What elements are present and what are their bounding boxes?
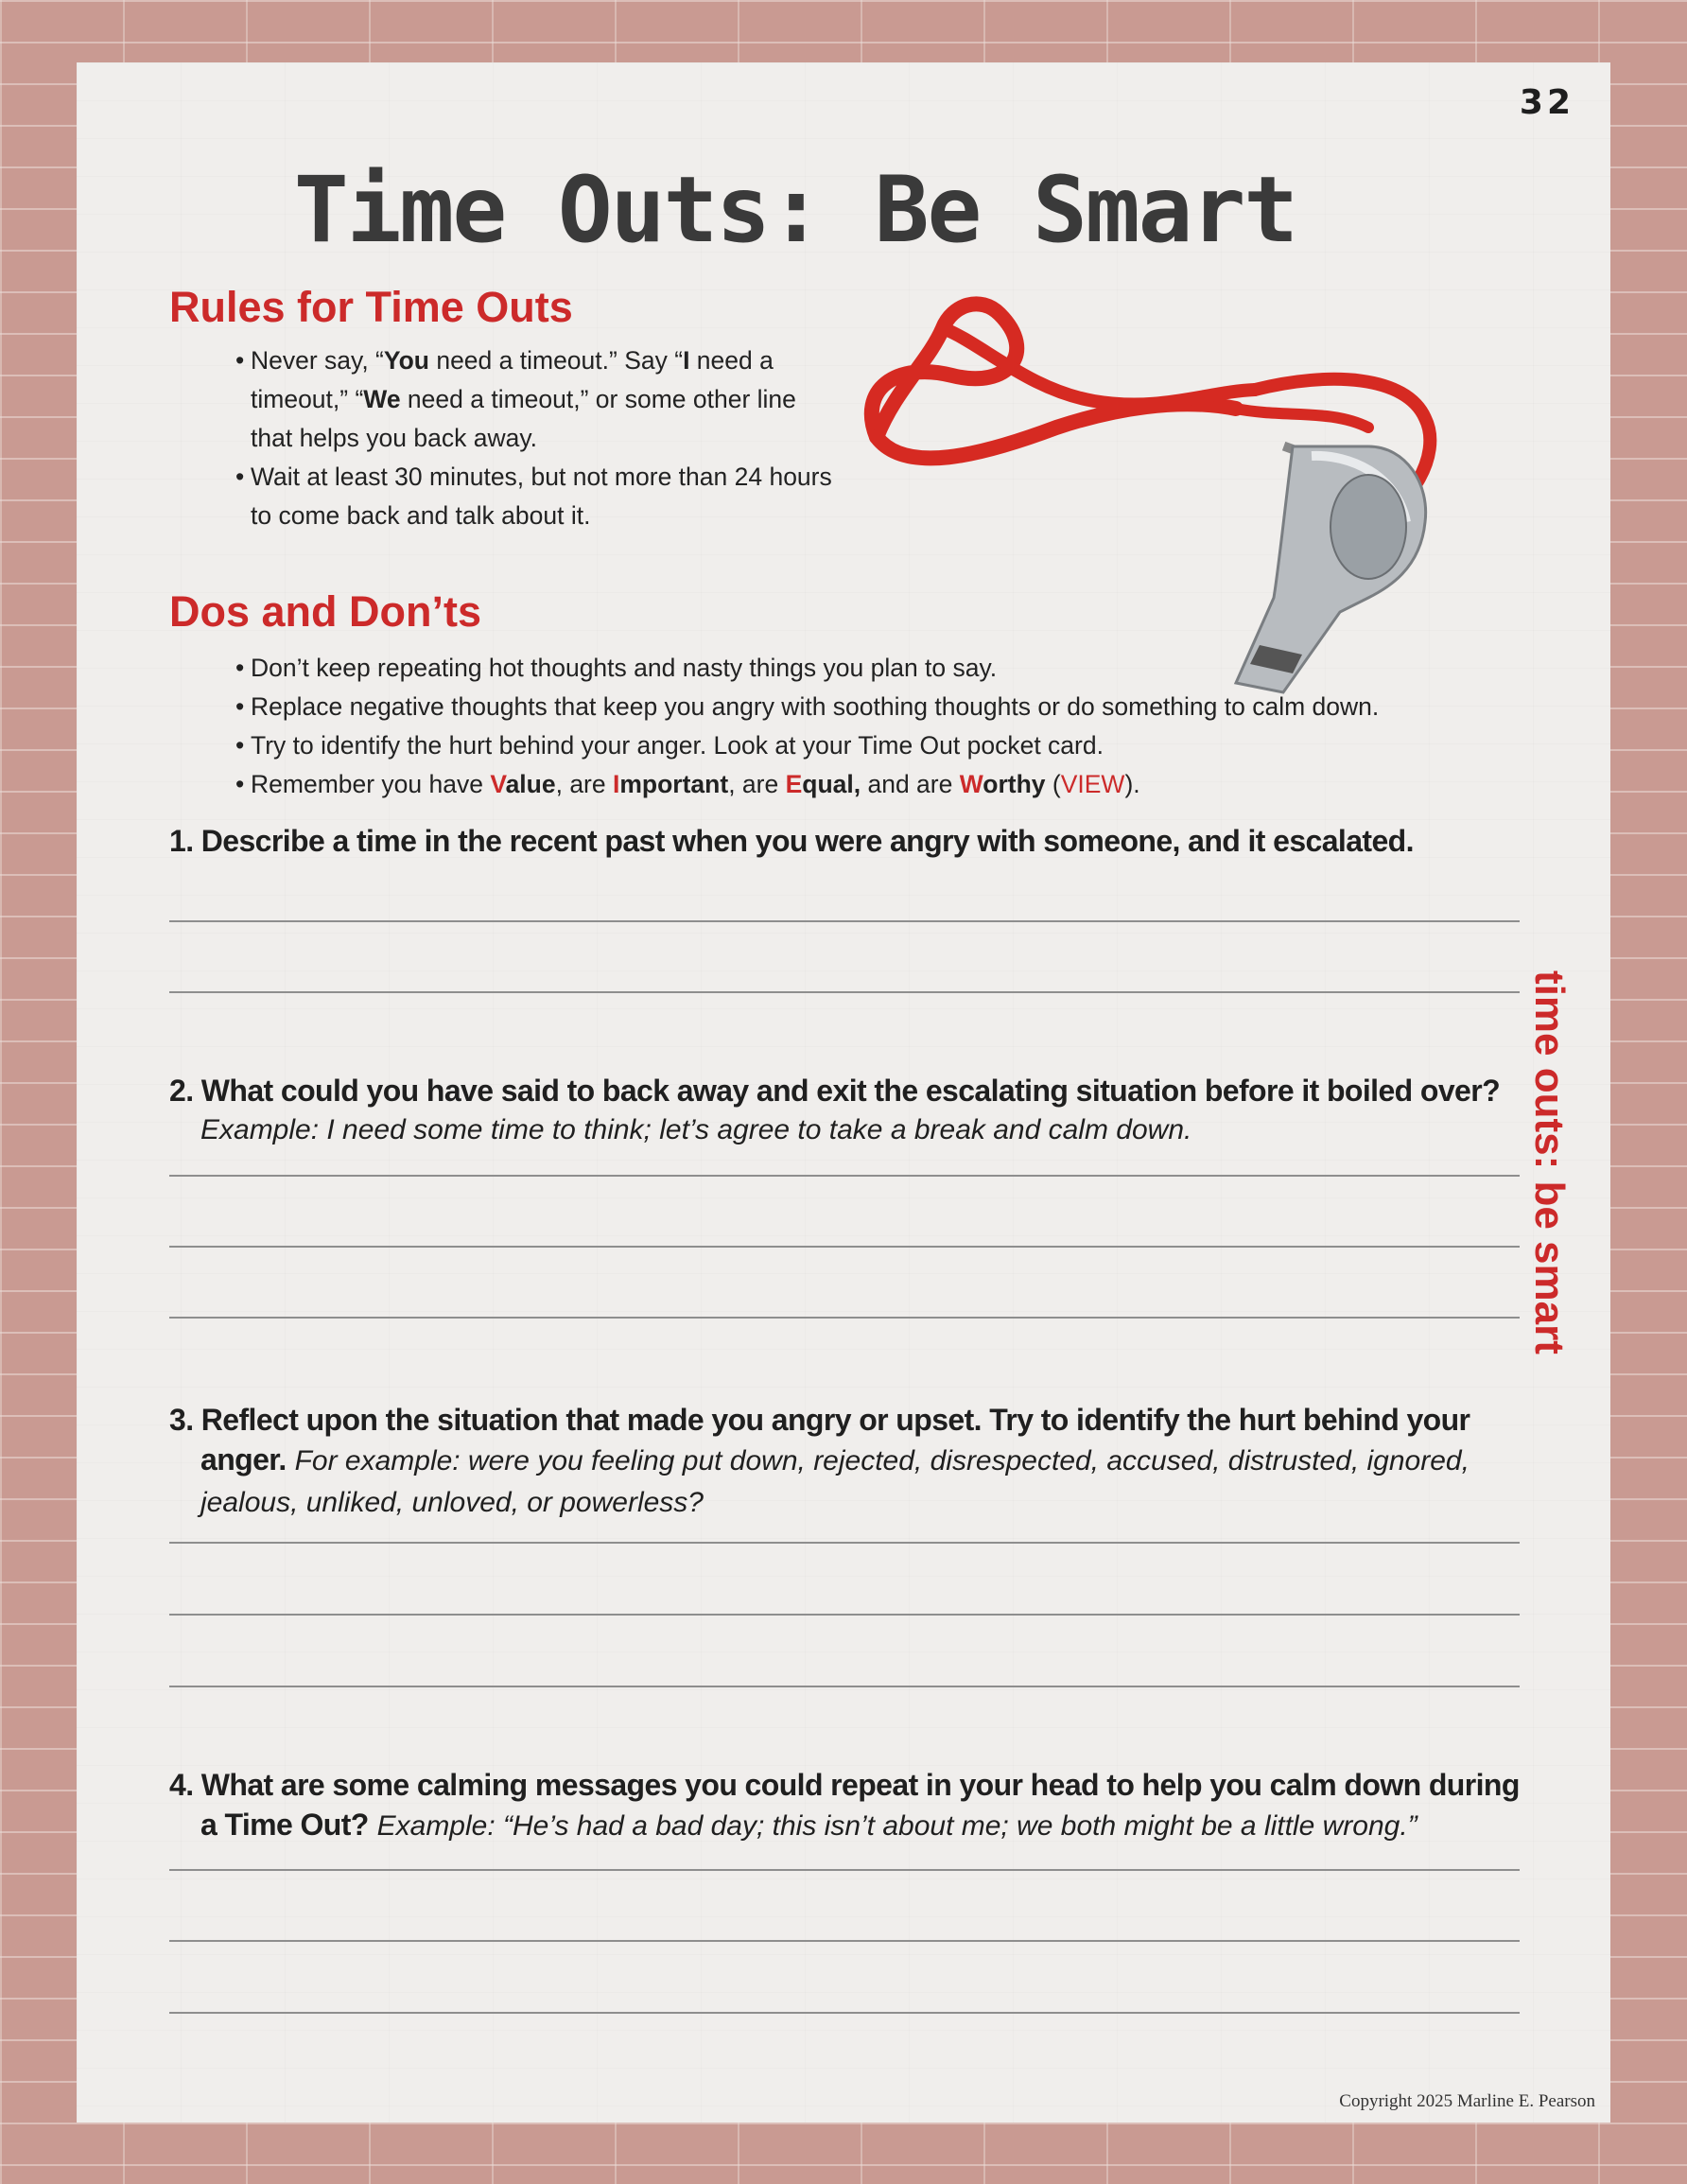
dos-item-1: • Don’t keep repeating hot thoughts and nasty things you plan to say. [235, 649, 1540, 688]
answer-line[interactable] [169, 1686, 1520, 1687]
rules-item-1: • Never say, “You need a timeout.” Say “I need a timeout,” “We need a timeout,” or some other line that helps you back away. [235, 341, 841, 458]
answer-line[interactable] [169, 2012, 1520, 2014]
dos-item-2: • Replace negative thoughts that keep you angry with soothing thoughts or do something to calm down. [235, 688, 1540, 726]
answer-line[interactable] [169, 1317, 1520, 1319]
question-3: 3. Reflect upon the situation that made you angry or upset. Try to identify the hurt behind your anger. For example: were you feeling put down, rejected, disrespected, accused, distrusted, ignored, jealous, unliked, unloved, or powerless? [169, 1403, 1470, 1518]
rules-list [235, 341, 841, 535]
answer-line[interactable] [169, 1869, 1520, 1871]
dos-list [235, 649, 1540, 804]
dos-item-3: • Try to identify the hurt behind your anger. Look at your Time Out pocket card. [235, 726, 1540, 765]
answer-line[interactable] [169, 991, 1520, 993]
question-1: 1. Describe a time in the recent past when you were angry with someone, and it escalated. [169, 824, 1414, 858]
answer-line[interactable] [169, 920, 1520, 922]
answer-line[interactable] [169, 1246, 1520, 1248]
copyright: Copyright 2025 Marline E. Pearson [1339, 2091, 1595, 2111]
worksheet-page [77, 62, 1610, 2123]
rules-item-2: • Wait at least 30 minutes, but not more than 24 hours to come back and talk about it. [235, 458, 841, 535]
whistle-illustration [839, 286, 1501, 702]
answer-line[interactable] [169, 1940, 1520, 1942]
page-title: Time Outs: Be Smart [293, 157, 1297, 263]
answer-line[interactable] [169, 1542, 1520, 1544]
question-2: 2. What could you have said to back away and exit the escalating situation before it boiled over? Example: I need some time to think; let’s agree to take a break and calm down. [169, 1074, 1501, 1145]
dos-heading: Dos and Don’ts [169, 587, 482, 636]
answer-line[interactable] [169, 1175, 1520, 1177]
page-number: 32 [1519, 83, 1574, 122]
question-4: 4. What are some calming messages you could repeat in your head to help you calm down during a Time Out? Example: “He’s had a bad day; this isn’t about me; we both might be a little wrong.” [169, 1768, 1520, 1842]
rules-heading: Rules for Time Outs [169, 283, 573, 331]
dos-item-view: • Remember you have Value, are Important, are Equal, and are Worthy (VIEW). [235, 765, 1540, 804]
answer-line[interactable] [169, 1614, 1520, 1616]
side-tab-label: time outs: be smart [1526, 970, 1573, 1354]
